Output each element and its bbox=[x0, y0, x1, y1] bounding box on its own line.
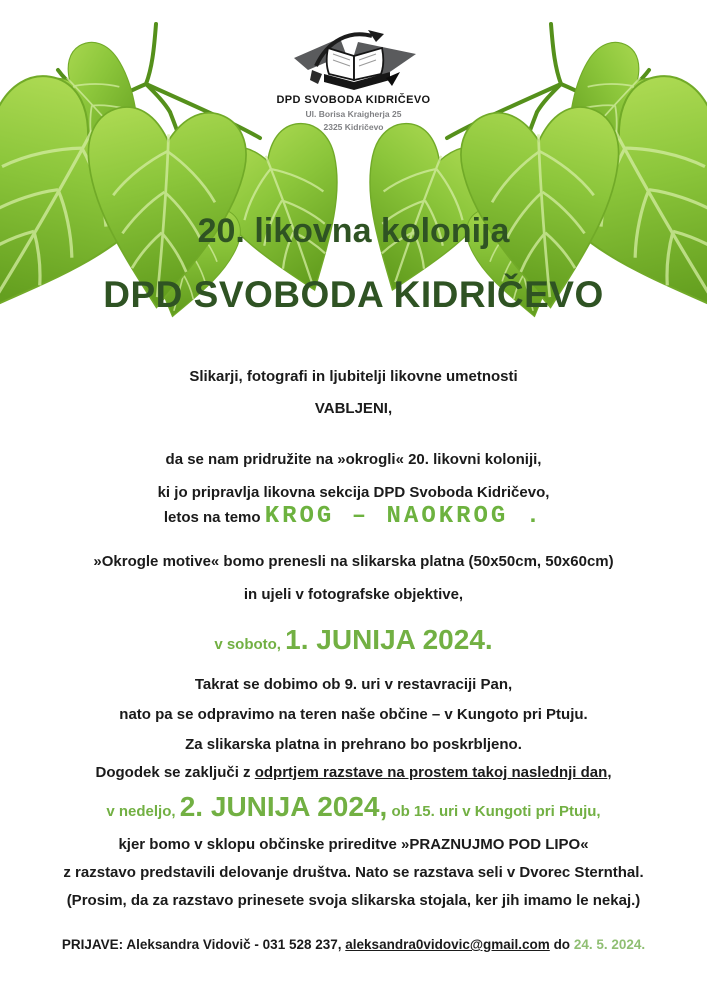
sunday-suffix: ob 15. uri v Kungoti pri Ptuju, bbox=[391, 803, 601, 820]
registration-deadline: 24. 5. 2024. bbox=[573, 937, 646, 952]
program-line-4-underlined: odprtjem razstave na prostem takoj naslednji dan bbox=[254, 764, 608, 781]
registration-prefix: PRIJAVE: Aleksandra Vidovič - 031 528 237, bbox=[61, 937, 342, 952]
details-line-1: »Okrogle motive« bomo prenesli na slikarska platna (50x50cm, 50x60cm) bbox=[93, 553, 614, 570]
program-line-1: Takrat se dobimo ob 9. uri v restavraciji Pan, bbox=[194, 676, 513, 693]
email-link[interactable]: aleksandra0vidovic@gmail.com bbox=[345, 937, 550, 952]
sunday-date-line bbox=[0, 791, 707, 823]
sunday-date: 2. JUNIJA 2024, bbox=[179, 791, 388, 822]
program-line-2: nato pa se odpravimo na teren naše občine – v Kungoto pri Ptuju. bbox=[119, 706, 588, 723]
open-book-emblem-icon bbox=[288, 28, 420, 92]
saturday-date-line bbox=[0, 624, 707, 656]
theme-text: KROG – NAOKROG . bbox=[264, 503, 544, 530]
saturday-date: 1. JUNIJA 2024. bbox=[285, 624, 493, 655]
program-line-4-suffix: , bbox=[607, 764, 612, 781]
closing-line-3: (Prosim, da za razstavo prinesete svoja slikarska stojala, ker jih imamo le nekaj.) bbox=[66, 892, 641, 909]
theme-line bbox=[0, 503, 707, 530]
intro-line-1: Slikarji, fotografi in ljubitelji likovne umetnosti bbox=[189, 368, 518, 385]
flyer-title: 20. likovna kolonija bbox=[197, 212, 510, 250]
program-line-4-prefix: Dogodek se zaključi z bbox=[95, 764, 251, 781]
flyer-subtitle: DPD SVOBODA KIDRIČEVO bbox=[103, 274, 604, 315]
invitation-line-1: da se nam pridružite na »okrogli« 20. likovni koloniji, bbox=[165, 451, 542, 468]
program-line-4 bbox=[0, 764, 707, 781]
sunday-prefix: v nedeljo, bbox=[106, 803, 176, 820]
closing-line-1: kjer bomo v sklopu občinske prireditve »PRAZNUJMO POD LIPO« bbox=[118, 836, 589, 853]
details-line-2: in ujeli v fotografske objektive, bbox=[243, 586, 464, 603]
logo-address-street: Ul. Borisa Kraigherja 25 bbox=[305, 109, 402, 119]
logo-org-name: DPD SVOBODA KIDRIČEVO bbox=[276, 94, 431, 106]
logo-block bbox=[0, 28, 707, 132]
registration-connector: do bbox=[553, 937, 571, 952]
intro-line-2: VABLJENI, bbox=[314, 400, 393, 417]
invitation-line-2: ki jo pripravlja likovna sekcija DPD Svoboda Kidričevo, bbox=[157, 484, 550, 501]
closing-line-2: z razstavo predstavili delovanje društva. Nato se razstava seli v Dvorec Sternthal. bbox=[63, 864, 644, 881]
saturday-prefix: v soboto, bbox=[214, 636, 281, 653]
theme-prefix: letos na temo bbox=[163, 509, 261, 526]
program-line-3: Za slikarska platna in prehrano bo poskrbljeno. bbox=[185, 736, 522, 753]
registration-line bbox=[0, 937, 707, 952]
logo-address-city: 2325 Kidričevo bbox=[323, 122, 384, 132]
